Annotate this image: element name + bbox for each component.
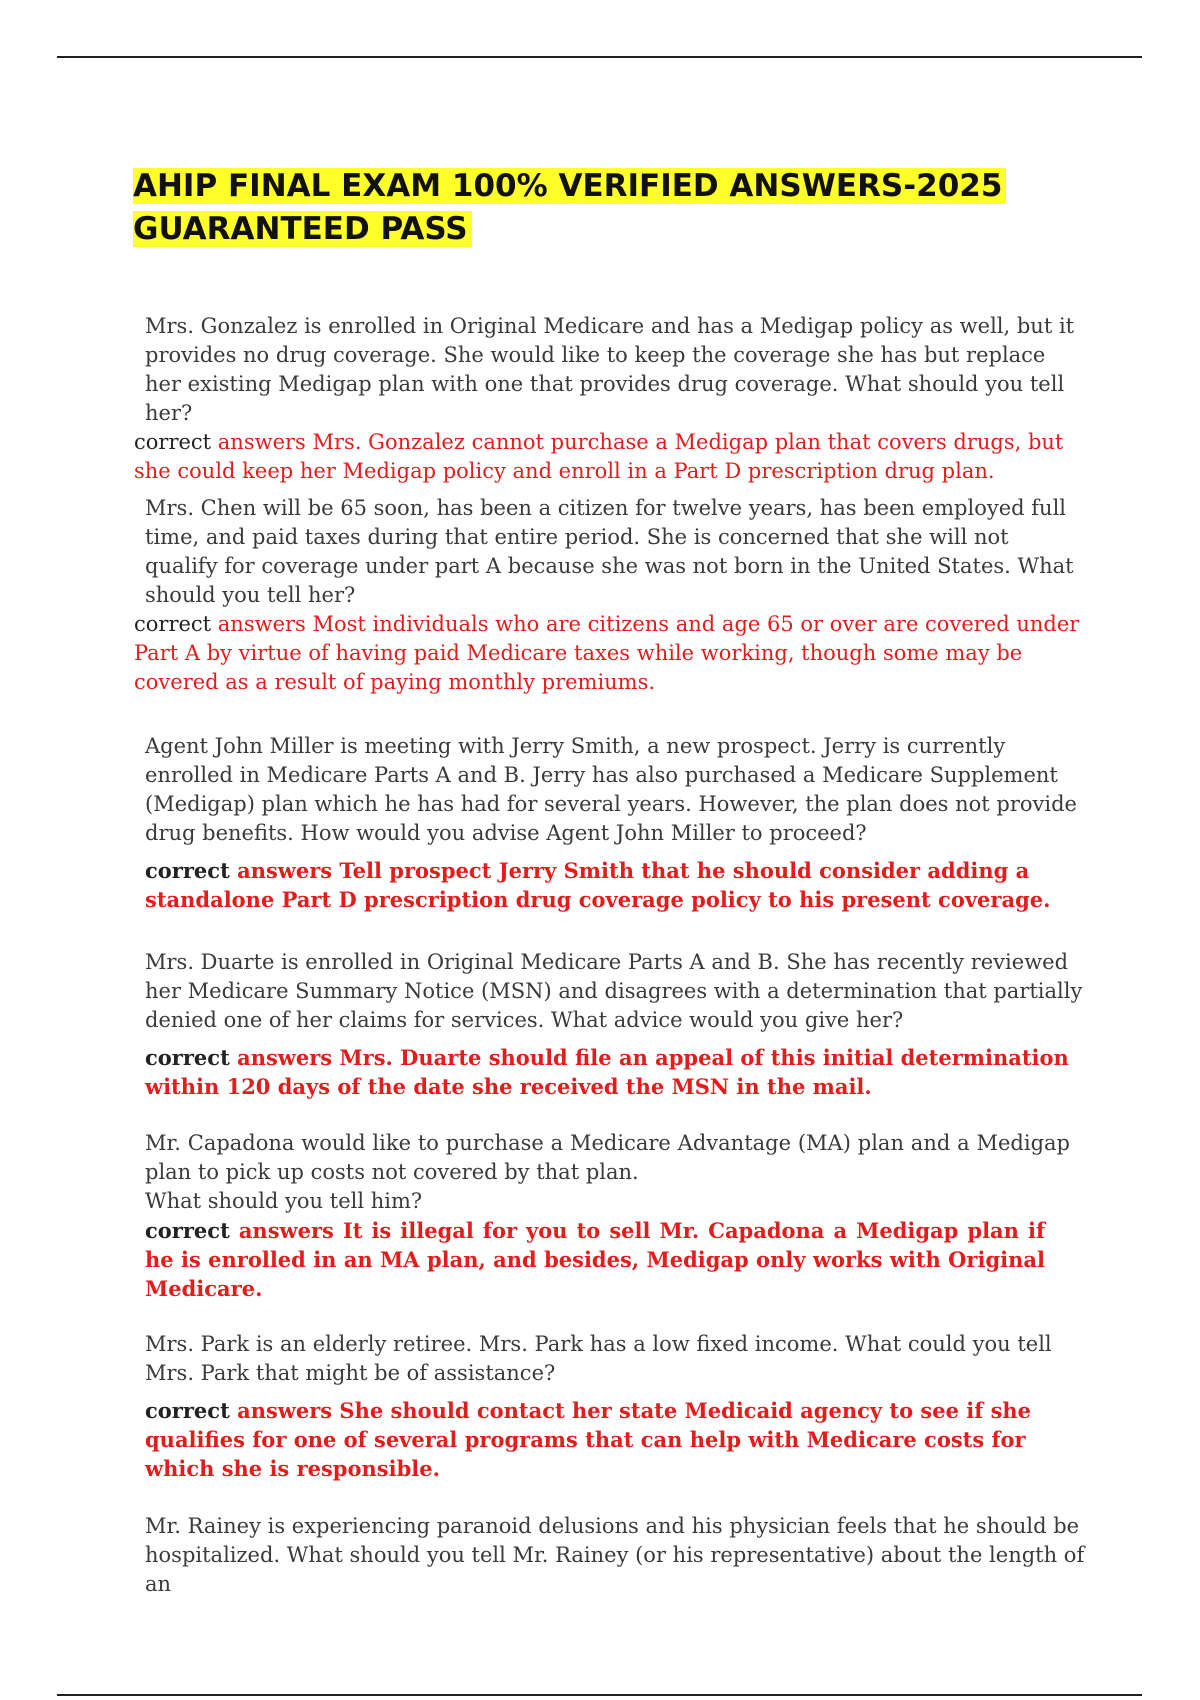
question-text: Mrs. Duarte is enrolled in Original Medicare Parts A and B. She has recently reviewed her Medicare Summary Notice (MSN) and disagrees with a determination that partially denied one of her claims for services. What advice would you give her? — [145, 950, 1083, 1032]
answer-body: answers Tell prospect Jerry Smith that he should consider adding a standalone Part D prescription drug coverage policy to his present coverage. — [145, 858, 1051, 912]
answer-body: answers It is illegal for you to sell Mr. Capadona a Medigap plan if he is enrolled in an MA plan, and besides, Medigap only works with Original Medicare. — [145, 1218, 1045, 1301]
qa-item-capadona — [0, 1129, 1200, 1303]
question-text: Agent John Miller is meeting with Jerry Smith, a new prospect. Jerry is currently enrolled in Medicare Parts A and B. Jerry has also purchased a Medicare Supplement (Medigap) plan which he has had for several years. However, the plan does not provide drug benefits. How would you advise Agent John Miller to proceed? — [145, 734, 1077, 845]
qa-item-duarte — [0, 948, 1200, 1101]
answer-body: answers Mrs. Gonzalez cannot purchase a Medigap plan that covers drugs, but she could keep her Medigap policy and enroll in a Part D prescription drug plan. — [134, 430, 1064, 483]
answer-text — [134, 610, 1104, 697]
answer-label: correct — [134, 430, 212, 454]
answer-body: answers Mrs. Duarte should file an appeal of this initial determination within 120 days of the date she received the MSN in the mail. — [145, 1045, 1069, 1099]
answer-label: correct — [145, 858, 230, 883]
answer-text — [134, 428, 1104, 486]
title-line-1: AHIP FINAL EXAM 100% VERIFIED ANSWERS-2025 — [133, 168, 1006, 204]
answer-label: correct — [145, 1218, 230, 1243]
question-text: Mrs. Gonzalez is enrolled in Original Medicare and has a Medigap policy as well, but it provides no drug coverage. She would like to keep the coverage she has but replace her existing Medigap plan with one that provides drug coverage. What should you tell her? — [145, 314, 1075, 425]
title-line-2: GUARANTEED PASS — [133, 211, 472, 247]
answer-text — [145, 856, 1085, 914]
answer-label: correct — [145, 1398, 230, 1423]
answer-body: answers She should contact her state Medicaid agency to see if she qualifies for one of several programs that can help with Medicare costs for which she is responsible. — [145, 1398, 1032, 1481]
question-text-line-2: What should you tell him? — [145, 1189, 423, 1213]
answer-text — [145, 1216, 1045, 1303]
answer-text — [145, 1396, 1085, 1483]
answer-text — [145, 1043, 1085, 1101]
answer-label: correct — [145, 1045, 230, 1070]
qa-item-gonzalez — [0, 312, 1200, 486]
qa-item-park — [0, 1330, 1200, 1483]
question-text: Mrs. Chen will be 65 soon, has been a citizen for twelve years, has been employed full time, and paid taxes during that entire period. She is concerned that she will not qualify for coverage under part A because she was not born in the United States. What should you tell her? — [145, 496, 1074, 607]
qa-item-rainey — [0, 1512, 1200, 1599]
qa-item-chen — [0, 494, 1200, 697]
qa-item-miller — [0, 732, 1200, 914]
answer-body: answers Most individuals who are citizens and age 65 or over are covered under Part A by virtue of having paid Medicare taxes while working, though some may be covered as a result of paying monthly premiums. — [134, 612, 1080, 694]
question-text: Mrs. Park is an elderly retiree. Mrs. Park has a low fixed income. What could you tell Mrs. Park that might be of assistance? — [145, 1332, 1052, 1385]
answer-label: correct — [134, 612, 212, 636]
page-title — [133, 165, 1033, 251]
top-rule — [57, 56, 1142, 58]
question-text: Mr. Capadona would like to purchase a Medicare Advantage (MA) plan and a Medigap plan to pick up costs not covered by that plan. — [145, 1131, 1070, 1184]
question-text: Mr. Rainey is experiencing paranoid delusions and his physician feels that he should be hospitalized. What should you tell Mr. Rainey (or his representative) about the length of an — [145, 1514, 1085, 1596]
bottom-rule — [57, 1694, 1142, 1696]
